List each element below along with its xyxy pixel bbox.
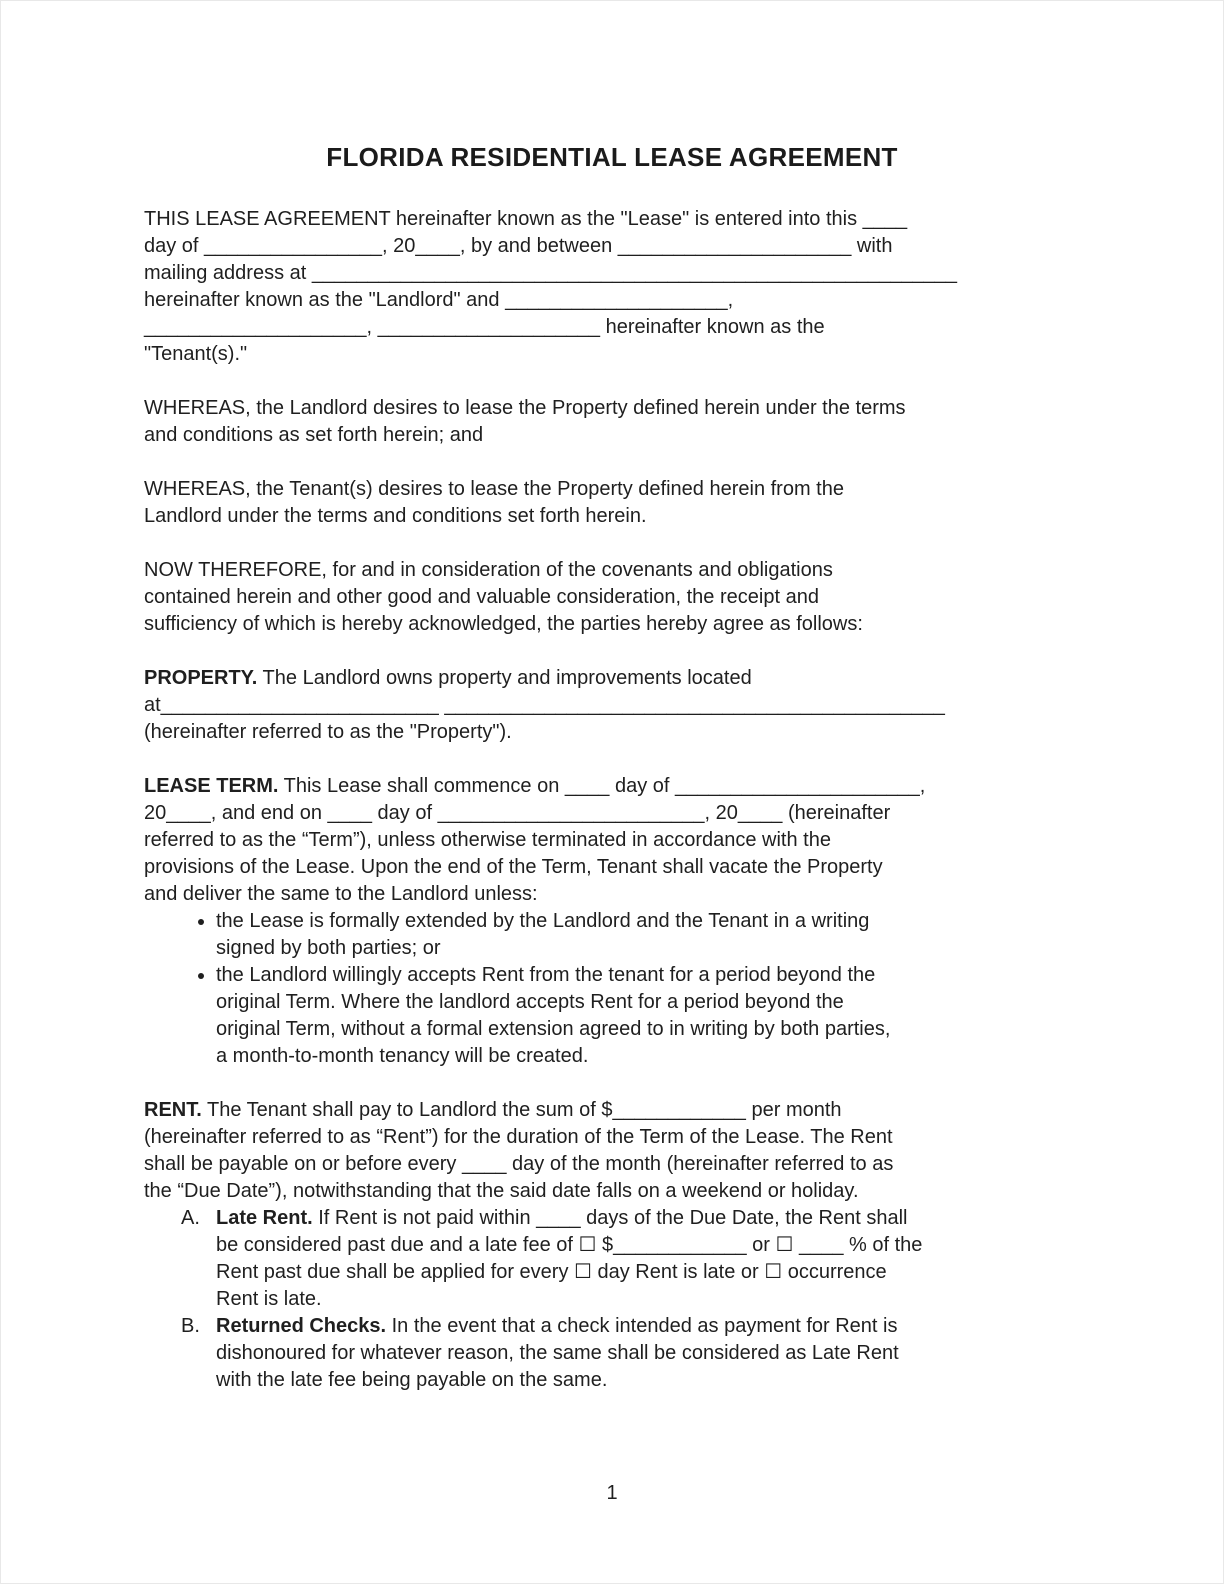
list-item: • the Lease is formally extended by the Landlord and the Tenant in a writing signed by both parties; or bbox=[216, 908, 1080, 962]
returned-checks-text: In the event that a check intended as payment for Rent is dishonoured for whatever reason, the same shall be considered as Late Rent with the late fee being payable on the same. bbox=[216, 1315, 899, 1391]
rent-heading: RENT. bbox=[144, 1099, 202, 1121]
section-property bbox=[144, 665, 1080, 746]
section-rent bbox=[144, 1097, 1080, 1394]
list-item-text bbox=[216, 1205, 1080, 1313]
section-whereas-landlord bbox=[144, 395, 1080, 449]
list-marker: A. bbox=[181, 1207, 200, 1229]
page-number: 1 bbox=[606, 1482, 618, 1504]
section-intro bbox=[144, 206, 1080, 368]
section-whereas-tenant bbox=[144, 476, 1080, 530]
list-item: • the Landlord willingly accepts Rent from the tenant for a period beyond the original Term. Where the landlord accepts Rent for a period beyond the original Term, without a formal extension agreed to in writing by both parties, a month-to-month tenancy will be created. bbox=[216, 962, 1080, 1070]
property-text: The Landlord owns property and improvements located at_________________________ _____________________________________________ (hereinafter referred to as the "Property"). bbox=[144, 667, 945, 743]
paragraph-rent bbox=[144, 1097, 1080, 1205]
paragraph-property bbox=[144, 665, 1080, 746]
lease-term-text: This Lease shall commence on ____ day of ______________________, 20____, and end on ____ day of ________________________, 20____ (hereinafter referred to as the “Term”), unless otherwise terminated in accordance with the provisions of the Lease. Upon the end of the Term, Tenant shall vacate the Property and deliver the same to the Landlord unless: bbox=[144, 775, 926, 905]
list-item-text bbox=[216, 1313, 1080, 1394]
paragraph-lease-term bbox=[144, 773, 1080, 908]
lease-term-heading: LEASE TERM. bbox=[144, 775, 279, 797]
returned-checks-heading: Returned Checks. bbox=[216, 1315, 387, 1337]
paragraph-intro: THIS LEASE AGREEMENT hereinafter known as the "Lease" is entered into this ____ day of ________________, 20____, by and between _____________________ with mailing address at __________________________________________________________ hereinafter known as the "Landlord" and ____________________, ____________________, ____________________ hereinafter known as the "Tenant(s)." bbox=[144, 208, 957, 365]
lease-term-bullet-list bbox=[144, 908, 1080, 1070]
list-item bbox=[144, 1205, 1080, 1313]
rent-subclause-list bbox=[144, 1205, 1080, 1394]
section-lease-term bbox=[144, 773, 1080, 1070]
document-title: FLORIDA RESIDENTIAL LEASE AGREEMENT bbox=[326, 142, 898, 172]
section-now-therefore bbox=[144, 557, 1080, 638]
property-heading: PROPERTY. bbox=[144, 667, 258, 689]
paragraph-whereas-tenant: WHEREAS, the Tenant(s) desires to lease the Property defined herein from the Landlord under the terms and conditions set forth herein. bbox=[144, 478, 844, 527]
paragraph-now-therefore: NOW THEREFORE, for and in consideration of the covenants and obligations contained herein and other good and valuable consideration, the receipt and sufficiency of which is hereby acknowledged, the parties hereby agree as follows: bbox=[144, 559, 863, 635]
paragraph-whereas-landlord: WHEREAS, the Landlord desires to lease the Property defined herein under the terms and conditions as set forth herein; and bbox=[144, 397, 906, 446]
list-marker: B. bbox=[181, 1315, 200, 1337]
late-rent-text: If Rent is not paid within ____ days of the Due Date, the Rent shall be considered past due and a late fee of ☐ $____________ or ☐ ____ % of the Rent past due shall be applied for every ☐ day Rent is late or ☐ occurrence Rent is late. bbox=[216, 1207, 923, 1310]
rent-text: The Tenant shall pay to Landlord the sum of $____________ per month (hereinafter referred to as “Rent”) for the duration of the Term of the Lease. The Rent shall be payable on or before every ____ day of the month (hereinafter referred to as the “Due Date”), notwithstanding that the said date falls on a weekend or holiday. bbox=[144, 1099, 894, 1202]
list-item bbox=[144, 1313, 1080, 1394]
late-rent-heading: Late Rent. bbox=[216, 1207, 313, 1229]
